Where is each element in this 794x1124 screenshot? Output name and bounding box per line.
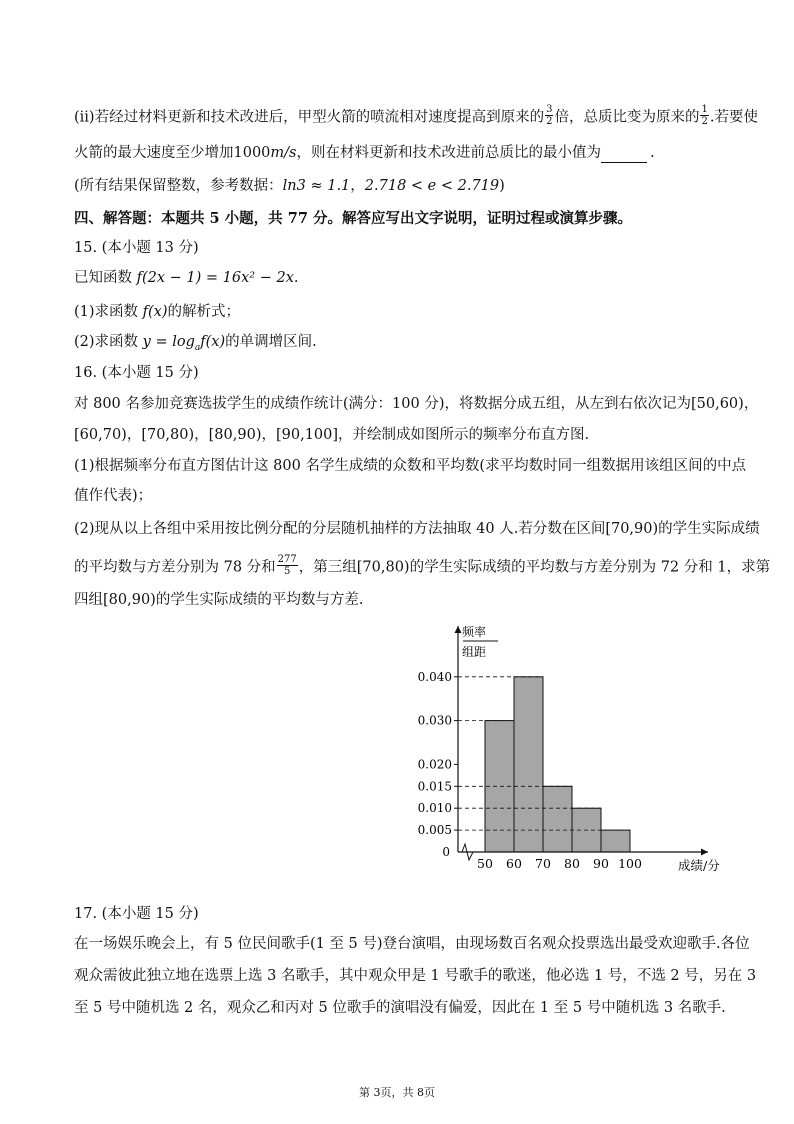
x-tick-label: 80 — [564, 856, 580, 871]
fraction-one-half: $\frac{1}{2}$ — [701, 104, 708, 127]
q16-number: 16. (本小题 15 分) — [74, 365, 199, 381]
answer-blank[interactable] — [601, 148, 647, 163]
q14-part2-line2: 火箭的最大速度至少增加1000m/s，则在材料更新和技术改进前总质比的最小值为 . — [74, 145, 655, 161]
fraction-277-over-5: $\frac{277}{5}$ — [277, 554, 297, 577]
fraction-three-halves: $\frac{3}{2}$ — [546, 104, 553, 127]
y-tick-label: 0.015 — [417, 779, 452, 794]
q15-stem: 已知函数 f(2x − 1) = 16x² − 2x. — [74, 270, 299, 286]
q14-part2-line1: (ii)若经过材料更新和技术改进后，甲型火箭的喷流相对速度提高到原来的 $\frac{3}{2}$ 倍，总质比变为原来的 $\frac{1}{2}$ .若要使 — [74, 104, 758, 127]
x-tick-label: 100 — [618, 856, 642, 871]
y-tick-label: 0.030 — [417, 713, 452, 728]
q14-note-line: (所有结果保留整数，参考数据：ln3 ≈ 1.1，2.718 < e < 2.719) — [74, 178, 505, 194]
x-tick-label: 70 — [535, 856, 551, 871]
x-tick-label: 60 — [506, 856, 522, 871]
x-axis-label: 成绩/分 — [678, 858, 720, 873]
q15-part2: (2)求函数 $y = \log_af(x)$的单调增区间. — [74, 334, 317, 353]
q16-line6: 的平均数与方差分别为 78 分和 $\frac{277}{5}$ ，第三组[70,80)的学生实际成绩的平均数与方差分别为 72 分和 1，求第 — [74, 554, 771, 577]
y-tick-label: 0.040 — [417, 669, 452, 684]
y-axis-label-top: 频率 — [462, 625, 487, 639]
frequency-histogram — [400, 612, 740, 882]
histogram-bar — [543, 786, 572, 852]
x-tick-label: 50 — [477, 856, 493, 871]
origin-label: 0 — [442, 845, 450, 859]
y-tick-label: 0.020 — [417, 757, 452, 772]
histogram-bar — [601, 830, 630, 852]
x-tick-label: 90 — [593, 856, 609, 871]
y-axis-label-bottom: 组距 — [462, 645, 487, 659]
section-heading: 四、解答题：本题共 5 小题，共 77 分。解答应写出文字说明，证明过程或演算步骤。 — [74, 210, 632, 227]
q16-line1: 对 800 名参加竞赛选拔学生的成绩作统计(满分：100 分)，将数据分成五组，从左到右依次记为[50,60)， — [74, 396, 759, 412]
page-footer: 第 3页，共 8页 — [359, 1086, 435, 1099]
q16-line7: 四组[80,90)的学生实际成绩的平均数与方差. — [74, 592, 364, 608]
q16-line2: [60,70)，[70,80)，[80,90)，[90,100]，并绘制成如图所示的频率分布直方图. — [74, 427, 590, 443]
q16-line3: (1)根据频率分布直方图估计这 800 名学生成绩的众数和平均数(求平均数时同一组数据用该组区间的中点 — [74, 458, 747, 474]
q17-number: 17. (本小题 15 分) — [74, 906, 199, 922]
y-tick-label: 0.010 — [417, 801, 452, 816]
q15-part1: (1)求函数 f(x)的解析式； — [74, 304, 241, 320]
q17-line3: 至 5 号中随机选 2 名，观众乙和丙对 5 位歌手的演唱没有偏爱，因此在 1 至 5 号中随机选 3 名歌手. — [74, 1000, 726, 1016]
q16-line5: (2)现从以上各组中采用按比例分配的分层随机抽样的方法抽取 40 人.若分数在区间[70,90)的学生实际成绩 — [74, 521, 760, 537]
q16-line4: 值作代表)； — [74, 488, 153, 504]
q17-line2: 观众需彼此独立地在选票上选 3 名歌手，其中观众甲是 1 号歌手的歌迷，他必选 1 号，不选 2 号，另在 3 — [74, 968, 757, 984]
q15-number: 15. (本小题 13 分) — [74, 240, 199, 256]
y-tick-label: 0.005 — [417, 823, 452, 838]
histogram-bar — [514, 677, 543, 852]
q17-line1: 在一场娱乐晚会上，有 5 位民间歌手(1 至 5 号)登台演唱，由现场数百名观众投票选出最受欢迎歌手.各位 — [74, 936, 750, 952]
